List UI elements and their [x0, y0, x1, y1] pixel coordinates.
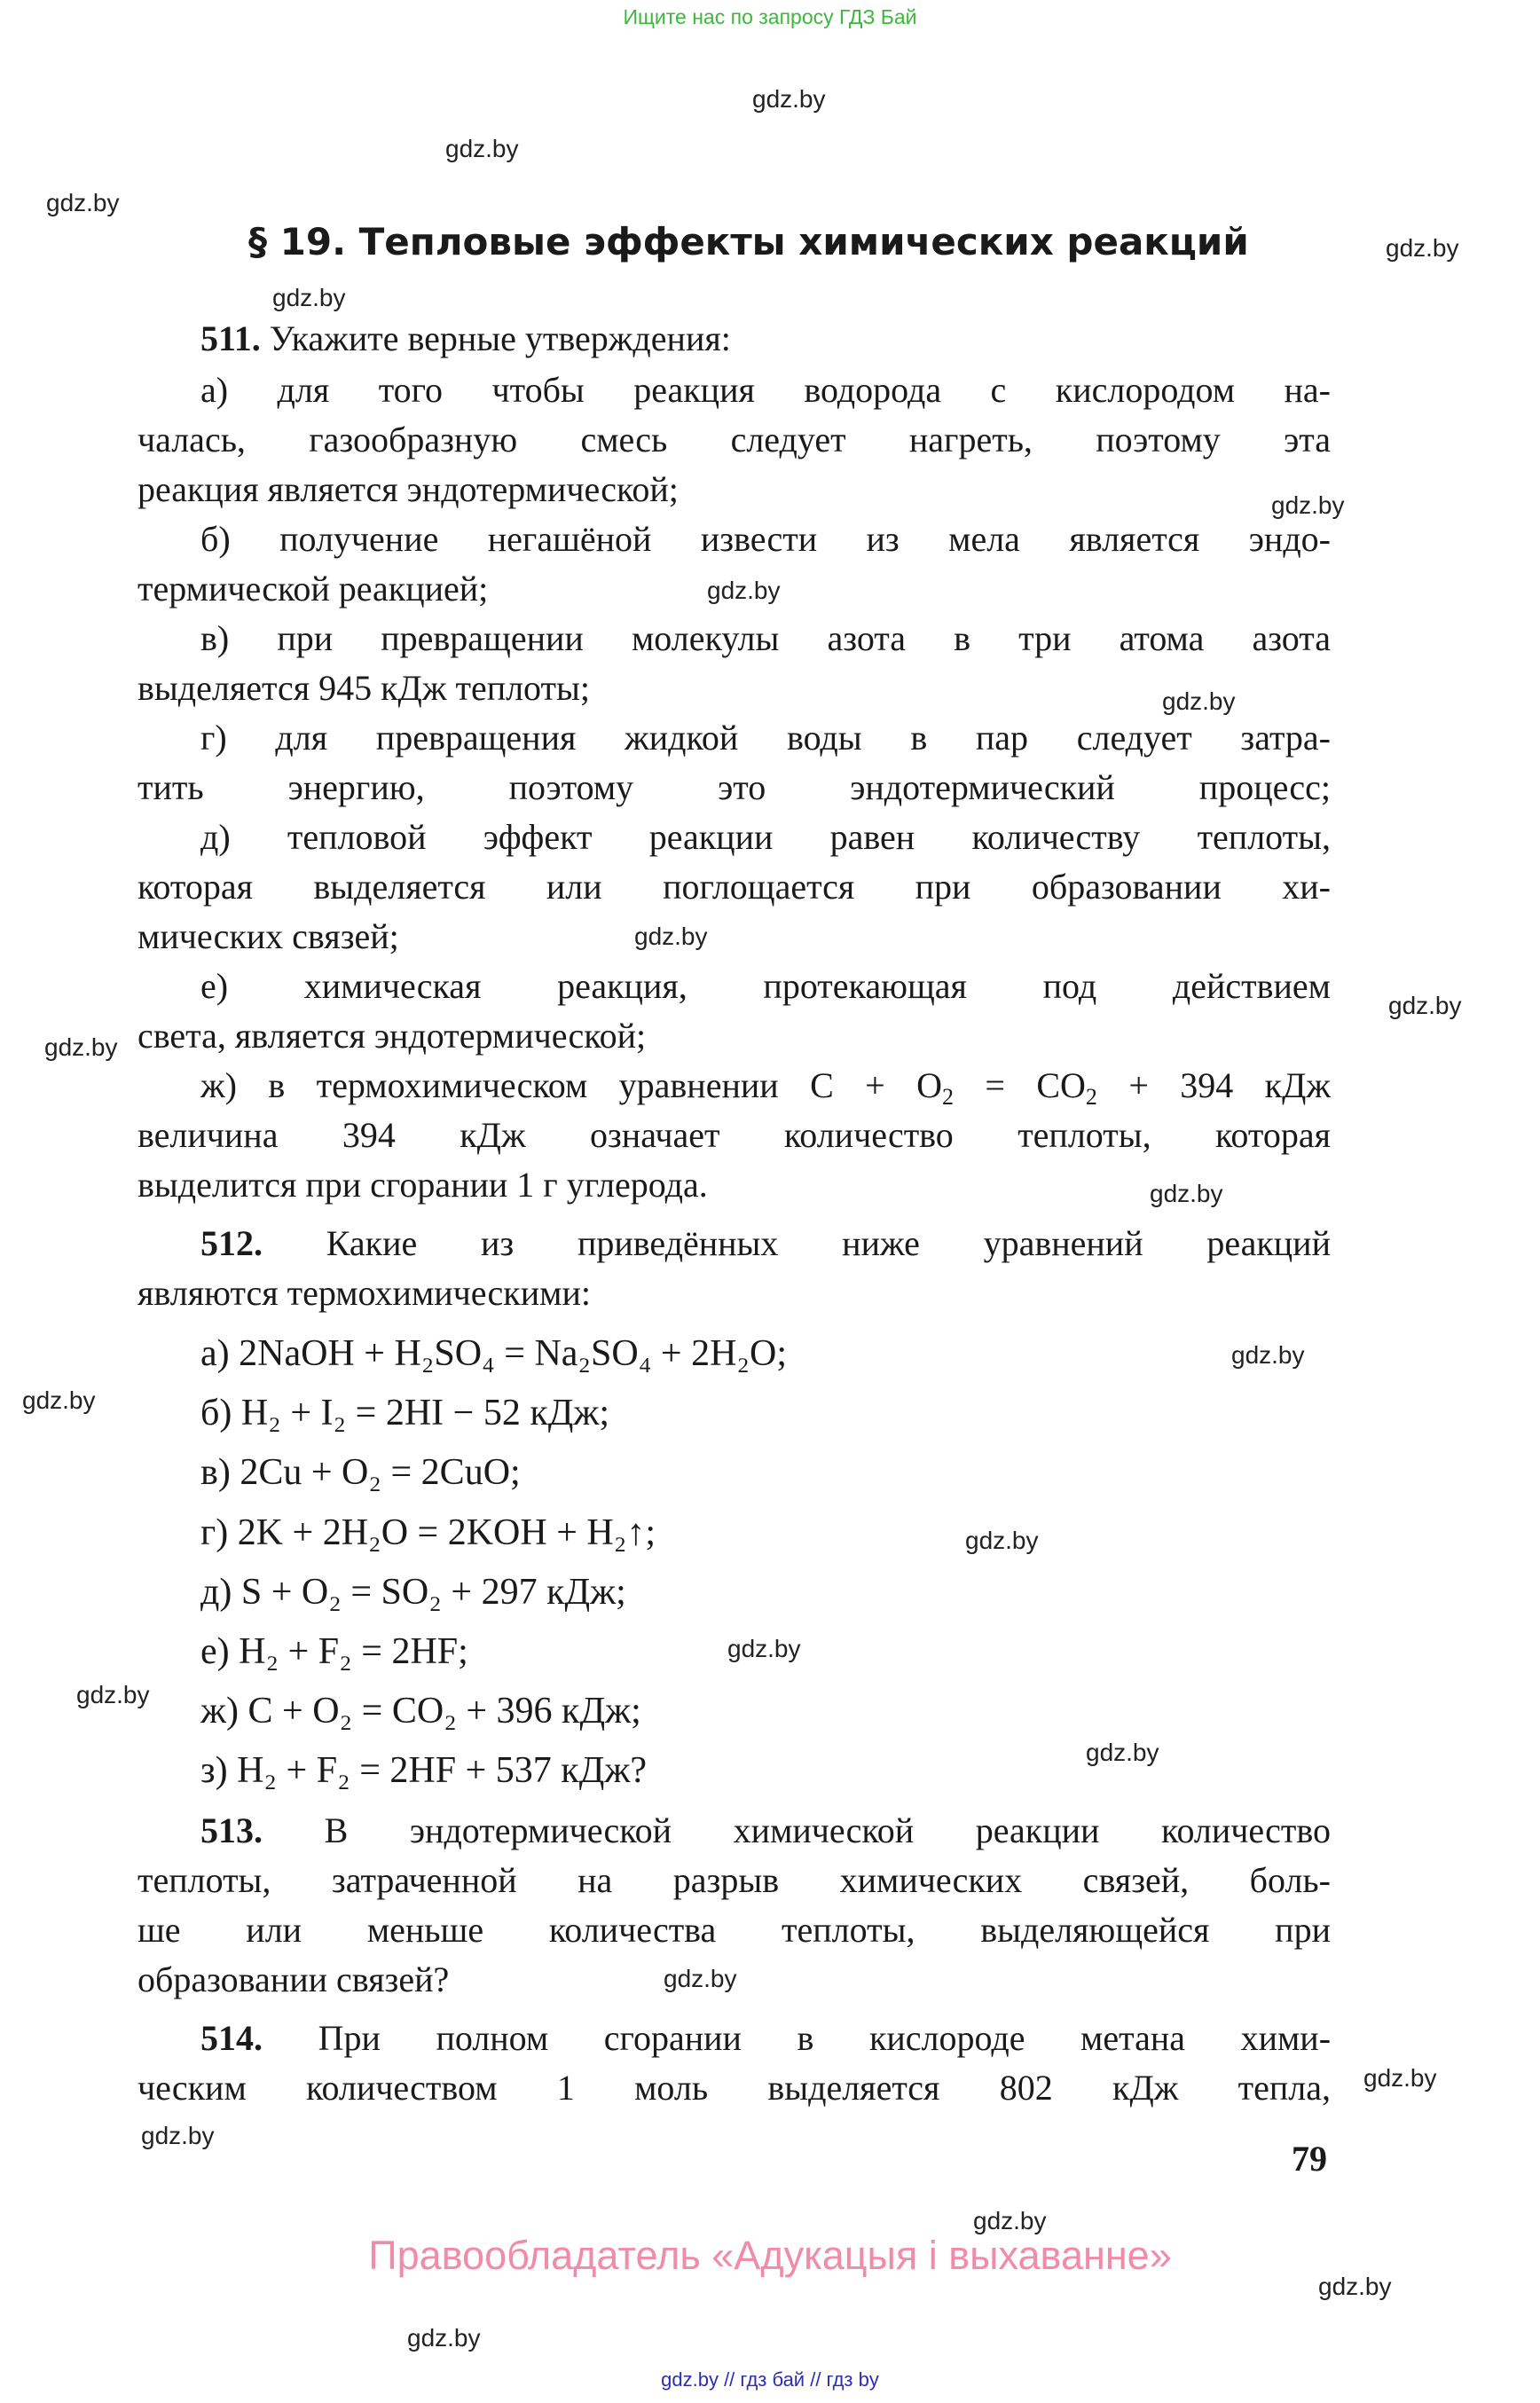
- formula-part: ж) в термохимическом уравнении C + O: [200, 1065, 942, 1105]
- equation: з) H₂ + F₂ = 2HF + 537 кДж?: [200, 1750, 648, 1791]
- watermark: gdz.by: [407, 2324, 481, 2352]
- text-line: образовании связей?: [138, 1959, 450, 1999]
- section-title: § 19. Тепловые эффекты химических реакций: [248, 220, 1249, 263]
- text-line: б) получение негашёной извести из мела является эндо-: [200, 519, 1331, 559]
- watermark: gdz.by: [1162, 687, 1236, 715]
- subscript: 2: [1085, 1083, 1097, 1110]
- text-line: теплоты, затраченной на разрыв химических связей, боль-: [138, 1860, 1331, 1900]
- formula-part: = CO: [954, 1065, 1086, 1105]
- equation: е) H₂ + F₂ = 2HF;: [200, 1631, 468, 1672]
- problem-514-number: 514.: [200, 2018, 263, 2058]
- problem-514-intro-text: При полном сгорании в кислороде метана хими-: [318, 2018, 1332, 2058]
- watermark: gdz.by: [1318, 2273, 1392, 2300]
- bottom-links[interactable]: gdz.by // гдз бай // гдз by: [661, 2368, 879, 2391]
- text-line: реакция является эндотермической;: [138, 469, 679, 509]
- watermark: gdz.by: [1086, 1739, 1159, 1766]
- text-line: мических связей;: [138, 916, 399, 956]
- text-line: ше или меньше количества теплоты, выделяющейся при: [138, 1910, 1331, 1950]
- problem-512-intro-text: Какие из приведённых ниже уравнений реакций: [326, 1223, 1331, 1263]
- watermark: gdz.by: [141, 2122, 215, 2149]
- watermark: gdz.by: [634, 923, 708, 950]
- text-line-formula: [200, 1061, 1331, 1111]
- text-line: выделяется 945 кДж теплоты;: [138, 668, 590, 708]
- problem-511-intro-text: Укажите верные утверждения:: [269, 318, 731, 358]
- watermark: gdz.by: [752, 85, 826, 113]
- text-line: термической реакцией;: [138, 569, 489, 609]
- page-number: 79: [1292, 2139, 1327, 2179]
- text-line: являются термохимическими:: [138, 1273, 591, 1313]
- watermark: gdz.by: [272, 284, 346, 311]
- watermark: gdz.by: [707, 577, 781, 604]
- watermark: gdz.by: [1363, 2064, 1437, 2092]
- watermark: gdz.by: [664, 1965, 737, 1992]
- problem-511-intro: [200, 314, 1331, 364]
- copyright-notice: Правообладатель «Адукацыя і выхаванне»: [368, 2233, 1172, 2278]
- text-line: а) для того чтобы реакция водорода с кислородом на-: [200, 370, 1331, 410]
- problem-513-intro: [200, 1806, 1331, 1856]
- equation: б) H₂ + I₂ = 2HI − 52 кДж;: [200, 1393, 610, 1433]
- watermark: gdz.by: [445, 135, 519, 162]
- text-line: выделится при сгорании 1 г углерода.: [138, 1165, 708, 1205]
- watermark: gdz.by: [22, 1386, 96, 1414]
- watermark: gdz.by: [46, 189, 120, 216]
- watermark: gdz.by: [1231, 1341, 1305, 1369]
- text-line: которая выделяется или поглощается при образовании хи-: [138, 867, 1331, 907]
- watermark: gdz.by: [76, 1681, 150, 1708]
- problem-513-intro-text: В эндотермической химической реакции количество: [324, 1810, 1332, 1850]
- watermark: gdz.by: [973, 2207, 1047, 2234]
- problem-512-number: 512.: [200, 1223, 263, 1263]
- text-line: тить энергию, поэтому это эндотермический процесс;: [138, 767, 1331, 807]
- watermark: gdz.by: [965, 1527, 1039, 1554]
- watermark: gdz.by: [44, 1033, 118, 1061]
- equation: ж) C + O₂ = CO₂ + 396 кДж;: [200, 1691, 641, 1732]
- problem-514-intro: [200, 2014, 1331, 2063]
- text-line: д) тепловой эффект реакции равен количеству теплоты,: [200, 817, 1331, 857]
- watermark: gdz.by: [727, 1635, 801, 1662]
- text-line: ческим количеством 1 моль выделяется 802 кДж тепла,: [138, 2068, 1331, 2108]
- text-line: в) при превращении молекулы азота в три атома азота: [200, 618, 1331, 658]
- equation: г) 2K + 2H₂O = 2KOH + H₂↑;: [200, 1512, 656, 1553]
- top-banner[interactable]: Ищите нас по запросу ГДЗ Бай: [623, 5, 917, 28]
- text-line: света, является эндотермической;: [138, 1016, 647, 1056]
- watermark: gdz.by: [1271, 491, 1345, 519]
- equation: д) S + O₂ = SO₂ + 297 кДж;: [200, 1572, 626, 1613]
- equation: в) 2Cu + O₂ = 2CuO;: [200, 1452, 521, 1493]
- text-line: величина 394 кДж означает количество теплоты, которая: [138, 1115, 1331, 1155]
- problem-511-number: 511.: [200, 318, 261, 358]
- problem-513-number: 513.: [200, 1810, 263, 1850]
- watermark: gdz.by: [1386, 234, 1459, 262]
- watermark: gdz.by: [1150, 1180, 1223, 1207]
- text-line: г) для превращения жидкой воды в пар следует затра-: [200, 718, 1331, 758]
- text-line: е) химическая реакция, протекающая под действием: [200, 966, 1331, 1006]
- subscript: 2: [942, 1083, 954, 1110]
- problem-512-intro: [200, 1219, 1331, 1268]
- formula-part: + 394 кДж: [1096, 1065, 1332, 1105]
- text-line: чалась, газообразную смесь следует нагреть, поэтому эта: [138, 420, 1331, 459]
- equation: а) 2NaOH + H₂SO₄ = Na₂SO₄ + 2H₂O;: [200, 1333, 788, 1374]
- watermark: gdz.by: [1388, 992, 1462, 1019]
